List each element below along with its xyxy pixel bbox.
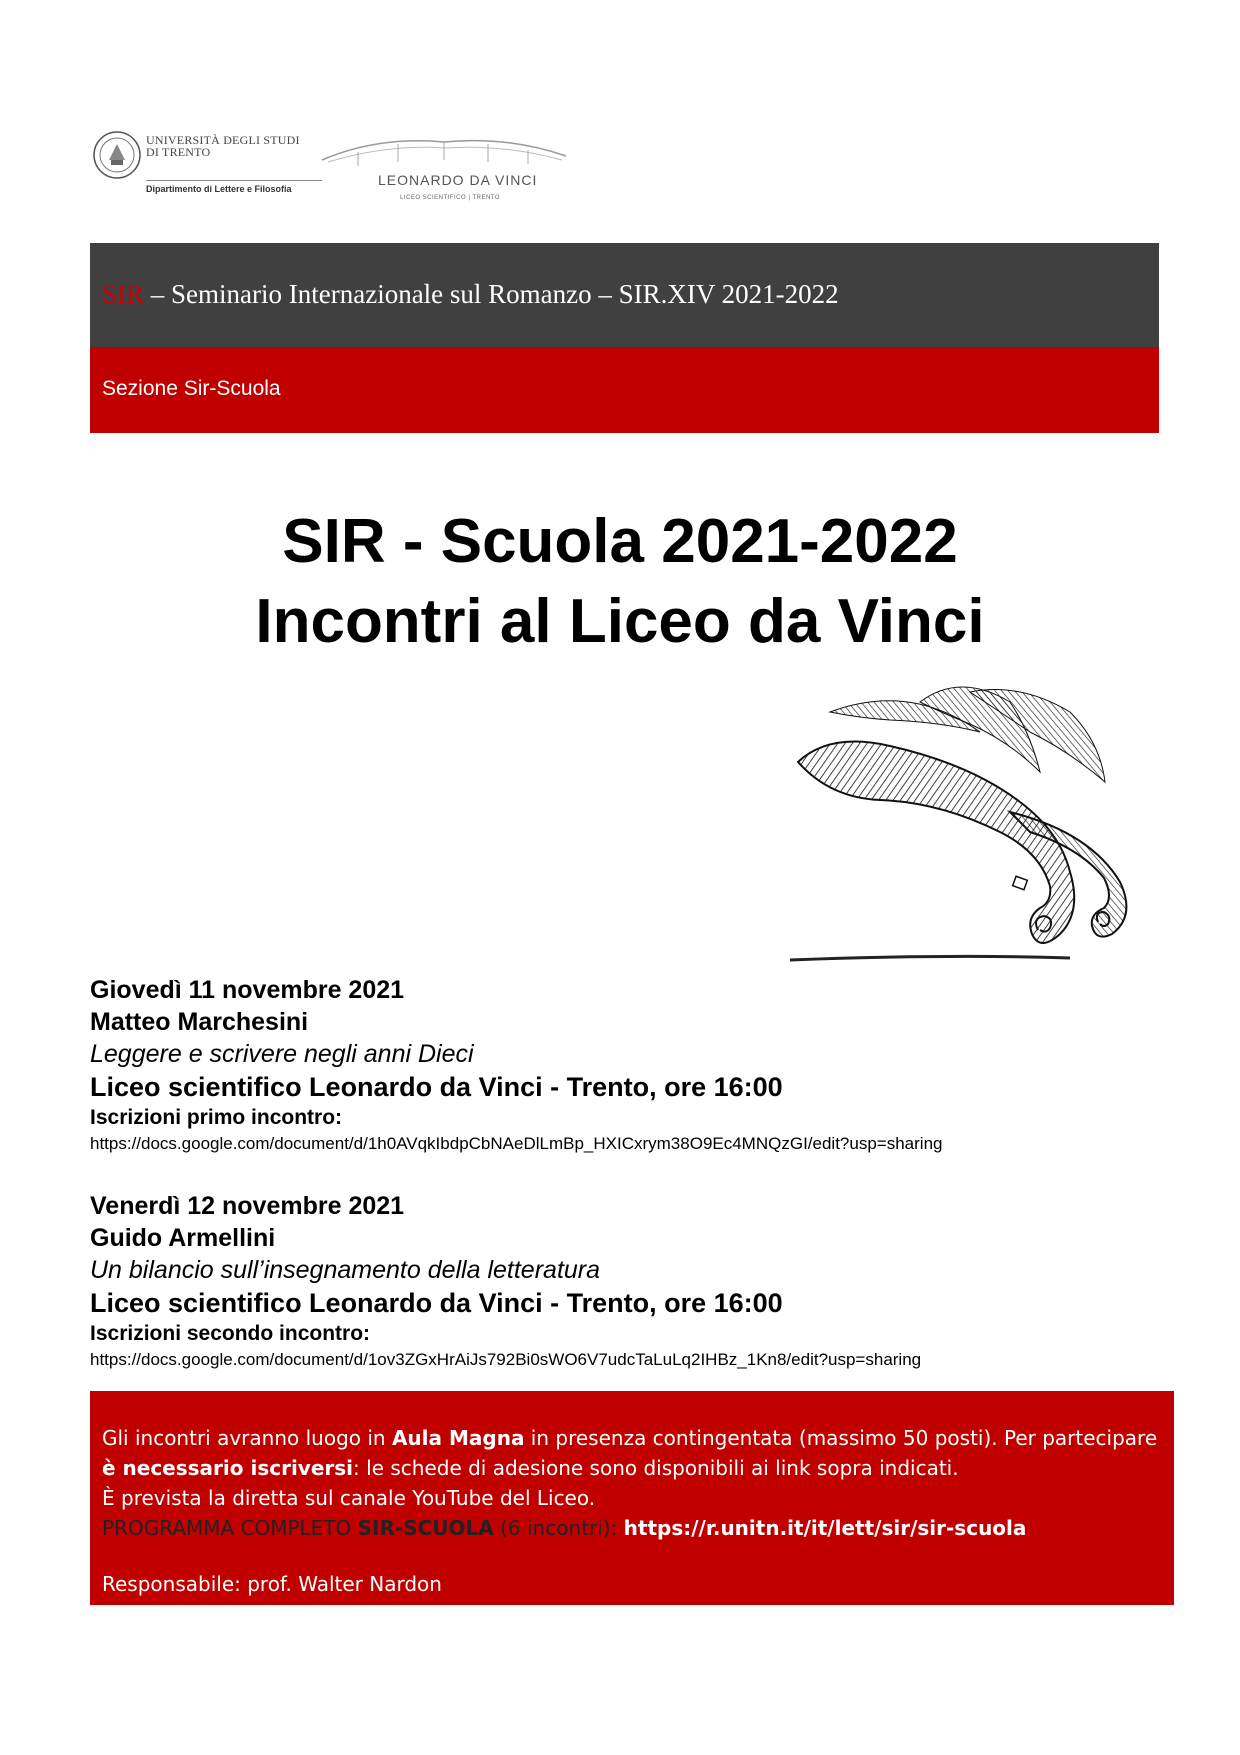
- info-paragraph-program: [102, 1513, 1162, 1543]
- program-link[interactable]: https://r.unitn.it/it/lett/sir/sir-scuola: [623, 1516, 1027, 1540]
- leonardo-subtitle: LICEO SCIENTIFICO | TRENTO: [400, 195, 501, 201]
- program-label: PROGRAMMA COMPLETO: [102, 1516, 358, 1540]
- event-venue: Liceo scientifico Leonardo da Vinci - Trento, ore 16:00: [90, 1072, 783, 1102]
- bridge-sketch-icon: [318, 132, 570, 176]
- header-band: [90, 243, 1159, 347]
- info-paragraph-streaming: È prevista la diretta sul canale YouTube del Liceo.: [102, 1486, 596, 1510]
- info-paragraph-attendance: [102, 1423, 1162, 1483]
- event-2: [90, 1190, 1150, 1372]
- info-aula-magna: Aula Magna: [391, 1426, 525, 1450]
- unitn-logo: [92, 128, 318, 200]
- program-count: (6 incontri):: [493, 1516, 624, 1540]
- event-1: [90, 974, 1150, 1156]
- section-band: [90, 347, 1159, 433]
- page-title-line1: SIR - Scuola 2021-2022: [282, 507, 958, 576]
- info-text-segment: Gli incontri avranno luogo in: [102, 1426, 392, 1450]
- event-talk-title: Un bilancio sull’insegnamento della letteratura: [90, 1256, 601, 1284]
- section-label: Sezione Sir-Scuola: [102, 377, 281, 400]
- info-box: [90, 1391, 1174, 1605]
- info-text-segment: in presenza contingentata (massimo 50 posti). Per partecipare: [524, 1426, 1158, 1450]
- responsible-person: Responsabile: prof. Walter Nardon: [102, 1572, 442, 1596]
- sir-acronym: SIR: [102, 279, 145, 309]
- leonardo-name: LEONARDO DA VINCI: [378, 172, 538, 188]
- info-text-segment: : le schede di adesione sono disponibili ai link sopra indicati.: [353, 1456, 959, 1480]
- program-sir-scuola: SIR-SCUOLA: [357, 1516, 494, 1540]
- event-talk-title: Leggere e scrivere negli anni Dieci: [90, 1040, 474, 1068]
- seminar-title: [102, 279, 839, 310]
- event-registration-label: Iscrizioni secondo incontro:: [90, 1322, 371, 1345]
- seminar-title-text: – Seminario Internazionale sul Romanzo – SIR.XIV 2021-2022: [144, 279, 839, 309]
- event-registration-link[interactable]: https://docs.google.com/document/d/1ov3ZGxHrAiJs792Bi0sWO6V7udcTaLuLq2IHBz_1Kn8/edit?usp=sharing: [90, 1350, 922, 1369]
- event-date: Venerdì 12 novembre 2021: [90, 1192, 405, 1220]
- unitn-name-line1: UNIVERSITÀ DEGLI STUDI: [146, 133, 300, 147]
- feathered-creature-illustration: [770, 672, 1150, 972]
- unitn-name: [146, 134, 322, 158]
- event-speaker: Guido Armellini: [90, 1224, 276, 1252]
- event-date: Giovedì 11 novembre 2021: [90, 976, 405, 1004]
- leonardo-logo: [318, 132, 570, 208]
- unitn-name-line2: DI TRENTO: [146, 145, 211, 159]
- page-title: [0, 502, 1240, 662]
- event-registration-link[interactable]: https://docs.google.com/document/d/1h0AVqkIbdpCbNAeDlLmBp_HXICxrym38O9Ec4MNQzGI/edit?usp=sharing: [90, 1134, 943, 1153]
- event-venue: Liceo scientifico Leonardo da Vinci - Trento, ore 16:00: [90, 1288, 783, 1318]
- event-registration-label: Iscrizioni primo incontro:: [90, 1106, 343, 1129]
- unitn-department: Dipartimento di Lettere e Filosofia: [146, 180, 322, 194]
- page-title-line2: Incontri al Liceo da Vinci: [255, 587, 985, 656]
- info-registration-required: è necessario iscriversi: [102, 1456, 354, 1480]
- info-text: [102, 1423, 1162, 1543]
- event-speaker: Matteo Marchesini: [90, 1008, 309, 1036]
- university-seal-icon: [92, 130, 142, 180]
